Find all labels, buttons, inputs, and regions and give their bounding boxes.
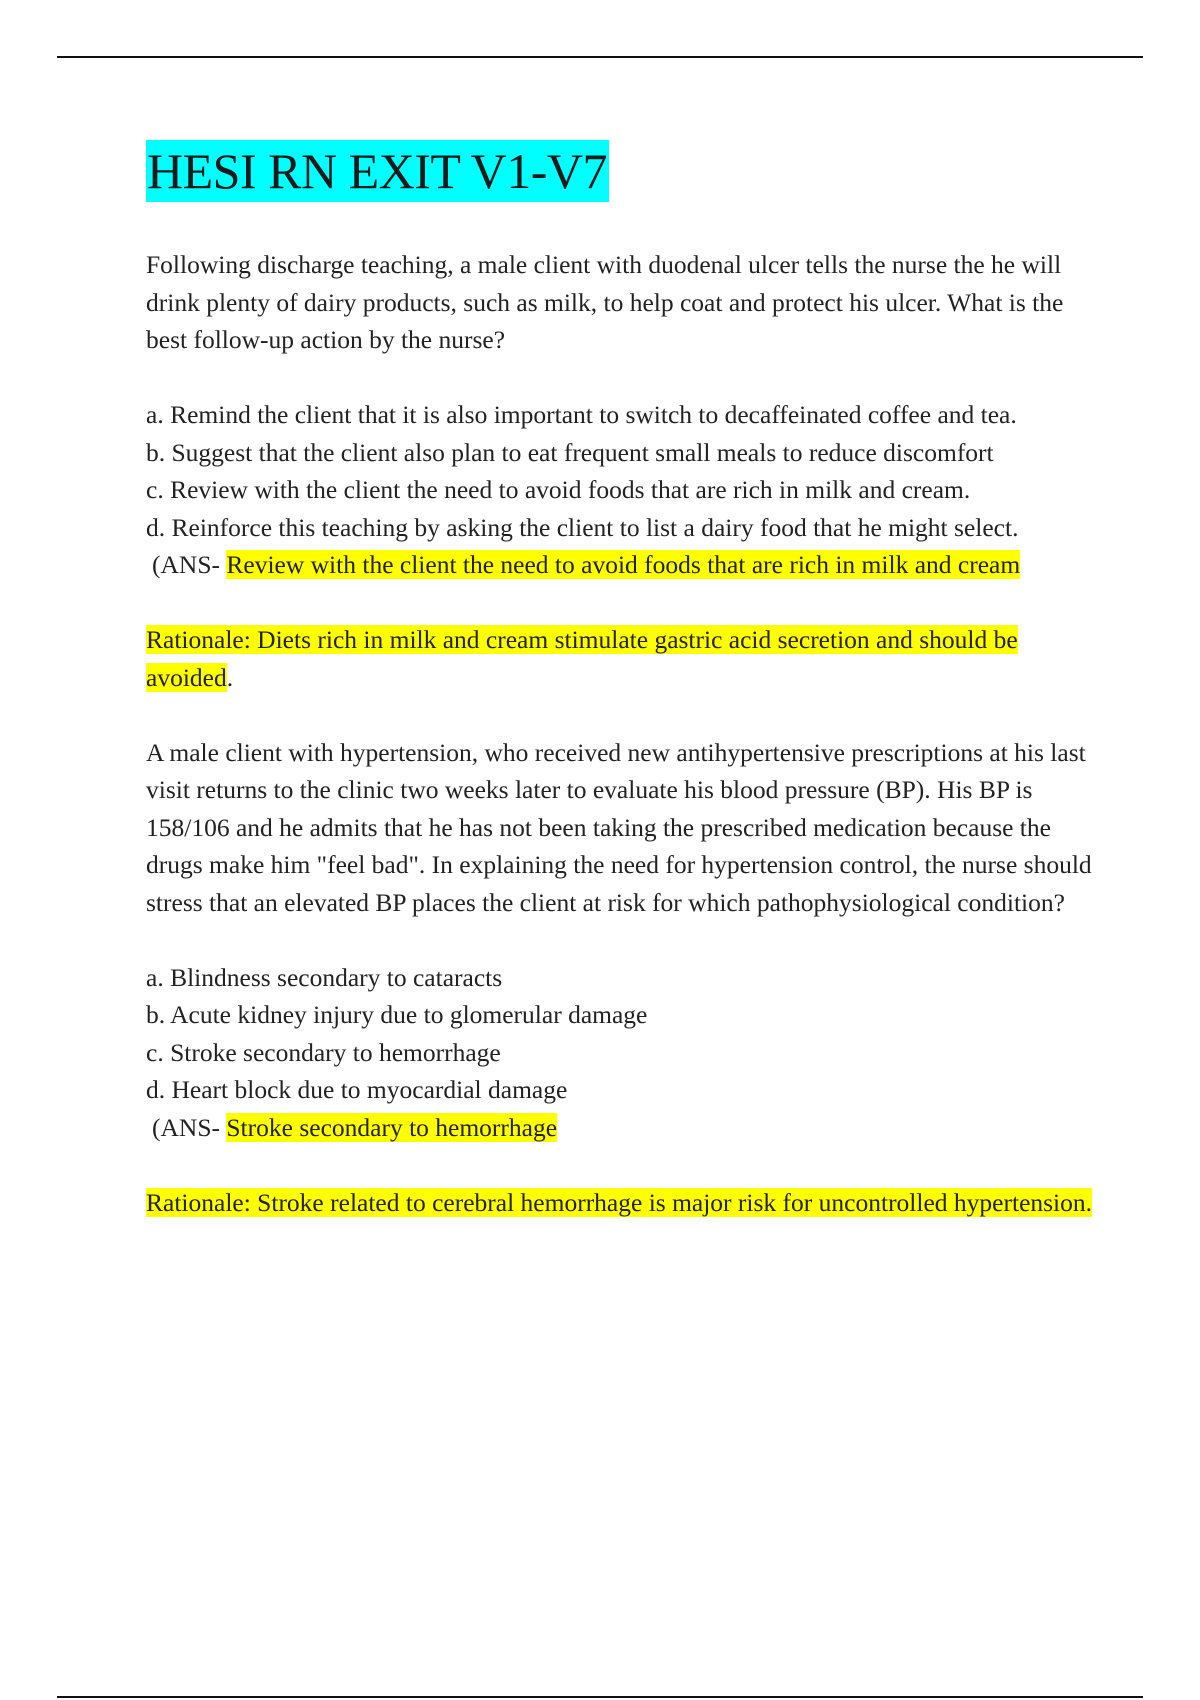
answer-prefix: (ANS- xyxy=(152,1112,220,1142)
document-title: HESI RN EXIT V1-V7 xyxy=(146,140,609,202)
question-2 xyxy=(146,734,1096,1222)
rationale-suffix: . xyxy=(226,662,234,692)
answer-prefix: (ANS- xyxy=(152,550,220,579)
option-a: a. Remind the client that it is also important to switch to decaffeinated coffee and tea. xyxy=(146,400,1017,429)
option-b: b. Acute kidney injury due to glomerular damage xyxy=(146,1000,648,1029)
question-stem: A male client with hypertension, who received new antihypertensive prescriptions at his last visit returns to the clinic two weeks later to evaluate his blood pressure (BP). His BP is 158/106 and he admits that he has not been taking the prescribed medication because the drugs make him "feel bad". In explaining the need for hypertension control, the nurse should stress that an elevated BP places the client at risk for which pathophysiological condition? xyxy=(146,737,1092,917)
answer-line xyxy=(146,1109,1096,1147)
bottom-rule xyxy=(57,1696,1143,1698)
rationale-highlight: Rationale: Stroke related to cerebral hemorrhage is major risk for uncontrolled hypertension. xyxy=(146,1187,1093,1217)
document-body xyxy=(146,140,1096,1221)
option-a: a. Blindness secondary to cataracts xyxy=(146,962,503,992)
answer-line xyxy=(146,546,1096,584)
option-d: d. Reinforce this teaching by asking the client to list a dairy food that he might select. xyxy=(146,512,1019,542)
answer-highlight: Stroke secondary to hemorrhage xyxy=(226,1112,558,1142)
rationale xyxy=(146,621,1096,696)
option-b: b. Suggest that the client also plan to eat frequent small meals to reduce discomfort xyxy=(146,437,994,467)
question-stem: Following discharge teaching, a male client with duodenal ulcer tells the nurse the he will drink plenty of dairy products, such as milk, to help coat and protect his ulcer. What is the best follow-up action by the nurse? xyxy=(146,250,1064,354)
rationale-highlight: Rationale: Diets rich in milk and cream stimulate gastric acid secretion and should be avoided xyxy=(146,625,1018,692)
answer-highlight: Review with the client the need to avoid foods that are rich in milk and cream xyxy=(226,550,1021,579)
option-c: c. Review with the client the need to avoid foods that are rich in milk and cream. xyxy=(146,475,971,504)
question-1 xyxy=(146,246,1096,696)
option-d: d. Heart block due to myocardial damage xyxy=(146,1075,568,1104)
rationale xyxy=(146,1184,1096,1222)
option-c: c. Stroke secondary to hemorrhage xyxy=(146,1037,501,1067)
top-rule xyxy=(57,56,1143,58)
